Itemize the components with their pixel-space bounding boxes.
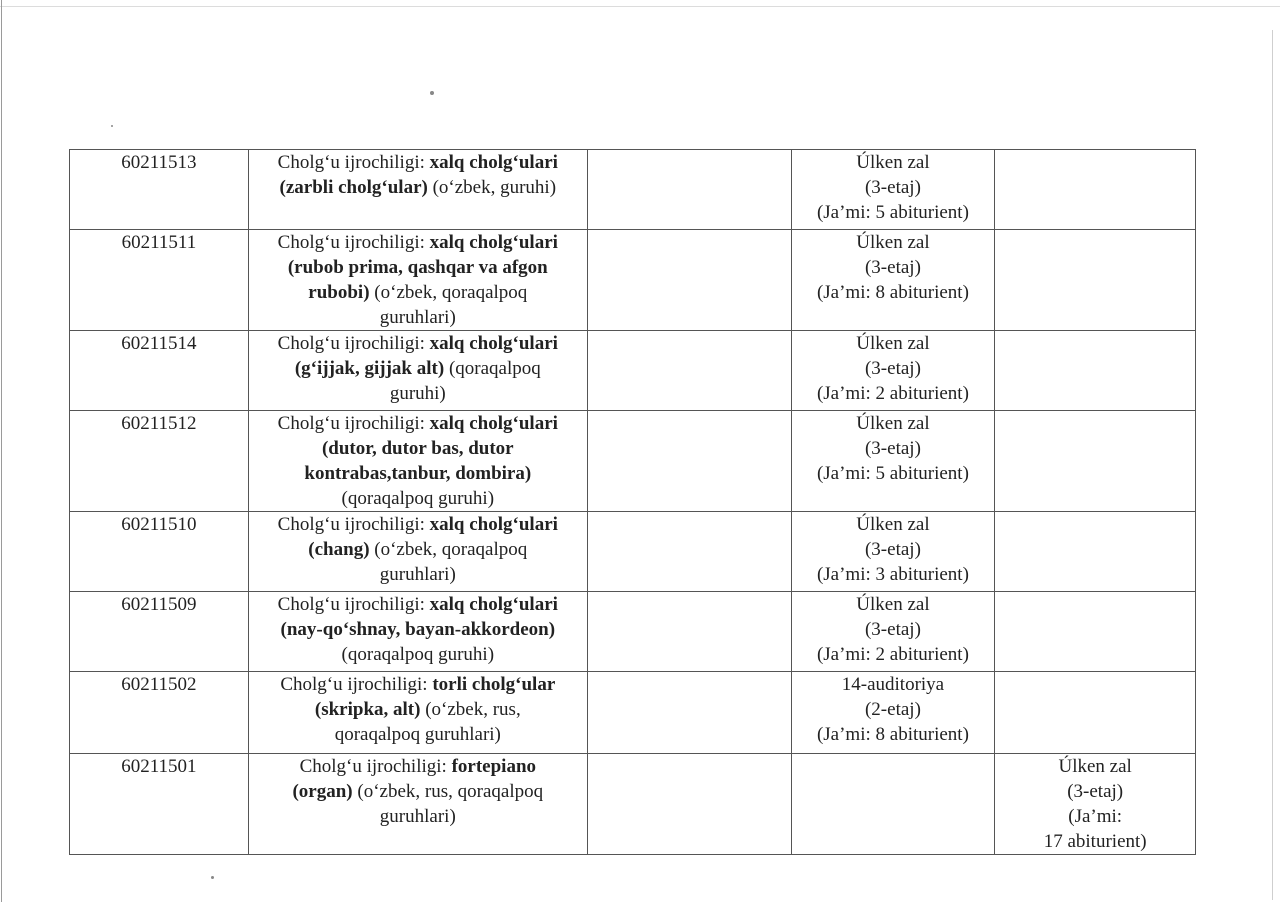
program-name-text: Cholg‘u ijrochiligi:: [277, 152, 430, 173]
program-name-bold-text: kontrabas,tanbur, dombira): [304, 463, 532, 484]
table-row: [70, 592, 1196, 672]
program-name-line: [253, 356, 583, 381]
empty-cell: [587, 754, 791, 855]
venue-cell: [995, 512, 1196, 592]
program-name-line: [253, 804, 583, 829]
venue-cell: [791, 230, 995, 331]
schedule-table-body: [70, 150, 1196, 855]
venue-line: (3-etaj): [1067, 781, 1124, 802]
program-name-cell: [248, 754, 587, 855]
empty-cell: [587, 331, 791, 411]
program-name-line: [253, 175, 583, 200]
program-name-text: guruhlari): [379, 564, 456, 585]
venue-line: (Ja’mi: 3 abiturient): [816, 564, 969, 585]
program-name-bold-text: (organ): [292, 781, 353, 802]
program-name-line: [253, 150, 583, 175]
venue-line: (Ja’mi: 8 abiturient): [816, 724, 969, 745]
venue-line: (2-etaj): [864, 699, 921, 720]
program-code-cell: 60211509: [70, 592, 249, 672]
venue-cell: [995, 230, 1196, 331]
program-name-bold-text: xalq cholg‘ulari: [429, 594, 558, 615]
table-row: [70, 411, 1196, 512]
program-name-text: guruhlari): [379, 806, 456, 827]
program-code-cell: 60211501: [70, 754, 249, 855]
program-code-cell: 60211514: [70, 331, 249, 411]
program-name-line: [253, 562, 583, 587]
venue-line: Úlken zal: [856, 594, 930, 615]
venue-cell: [995, 411, 1196, 512]
venue-cell: [995, 592, 1196, 672]
page-edge-right: [1272, 30, 1273, 900]
program-name-bold-text: (skripka, alt): [314, 699, 421, 720]
program-name-line: [253, 255, 583, 280]
table-row: [70, 331, 1196, 411]
venue-line: (Ja’mi: 5 abiturient): [816, 463, 969, 484]
empty-cell: [587, 512, 791, 592]
program-name-bold-text: (chang): [308, 539, 370, 560]
empty-cell: [587, 411, 791, 512]
program-name-bold-text: (rubob prima, qashqar va afgon: [287, 257, 548, 278]
program-name-line: [253, 697, 583, 722]
program-code-cell: 60211502: [70, 672, 249, 754]
program-name-text: (o‘zbek, rus,: [420, 699, 521, 720]
venue-cell: [791, 512, 995, 592]
program-name-line: [253, 722, 583, 747]
venue-line: (3-etaj): [864, 358, 921, 379]
program-name-text: (o‘zbek, qoraqalpoq: [369, 539, 528, 560]
program-name-line: [253, 305, 583, 330]
venue-cell: [791, 672, 995, 754]
venue-line: (3-etaj): [864, 539, 921, 560]
venue-cell: [791, 754, 995, 855]
scan-speck: [430, 91, 434, 95]
program-name-text: (o‘zbek, qoraqalpoq: [369, 282, 528, 303]
venue-line: (Ja’mi:: [1068, 806, 1123, 827]
venue-cell: [791, 331, 995, 411]
venue-cell: [791, 411, 995, 512]
program-name-cell: [248, 331, 587, 411]
venue-line: (Ja’mi: 2 abiturient): [816, 644, 969, 665]
program-name-line: [253, 512, 583, 537]
program-name-line: [253, 411, 583, 436]
program-name-text: Cholg‘u ijrochiligi:: [299, 756, 452, 777]
program-name-bold-text: torli cholg‘ular: [432, 674, 556, 695]
venue-line: (3-etaj): [864, 257, 921, 278]
venue-cell: [791, 592, 995, 672]
venue-line: Úlken zal: [856, 514, 930, 535]
program-name-bold-text: xalq cholg‘ulari: [429, 152, 558, 173]
program-name-text: Cholg‘u ijrochiligi:: [280, 674, 433, 695]
venue-cell: [995, 150, 1196, 230]
venue-line: (3-etaj): [864, 177, 921, 198]
program-name-line: [253, 331, 583, 356]
program-name-cell: [248, 512, 587, 592]
program-name-line: [253, 461, 583, 486]
program-name-line: [253, 779, 583, 804]
program-name-bold-text: fortepiano: [451, 756, 537, 777]
table-row: [70, 512, 1196, 592]
program-name-text: (o‘zbek, guruhi): [427, 177, 557, 198]
program-name-line: [253, 230, 583, 255]
program-name-text: Cholg‘u ijrochiligi:: [277, 514, 430, 535]
venue-line: Úlken zal: [1058, 756, 1132, 777]
program-name-line: [253, 754, 583, 779]
table-row: [70, 150, 1196, 230]
program-name-text: Cholg‘u ijrochiligi:: [277, 413, 430, 434]
venue-line: 14-auditoriya: [841, 674, 945, 695]
empty-cell: [587, 230, 791, 331]
program-name-line: [253, 672, 583, 697]
program-name-line: [253, 537, 583, 562]
program-name-text: Cholg‘u ijrochiligi:: [277, 333, 430, 354]
scan-speck: [111, 125, 113, 127]
program-name-text: Cholg‘u ijrochiligi:: [277, 232, 430, 253]
program-name-text: guruhi): [389, 383, 446, 404]
venue-cell: [791, 150, 995, 230]
venue-line: 17 abiturient): [1043, 831, 1147, 852]
venue-cell: [995, 331, 1196, 411]
empty-cell: [587, 592, 791, 672]
program-name-line: [253, 617, 583, 642]
program-name-text: (qoraqalpoq guruhi): [341, 488, 495, 509]
program-name-line: [253, 436, 583, 461]
program-name-bold-text: xalq cholg‘ulari: [429, 333, 558, 354]
table-row: [70, 230, 1196, 331]
program-name-cell: [248, 592, 587, 672]
program-name-bold-text: (zarbli cholg‘ular): [279, 177, 428, 198]
table-row: [70, 754, 1196, 855]
venue-line: Úlken zal: [856, 152, 930, 173]
program-name-bold-text: xalq cholg‘ulari: [429, 413, 558, 434]
program-code-cell: 60211512: [70, 411, 249, 512]
venue-line: (Ja’mi: 8 abiturient): [816, 282, 969, 303]
program-name-cell: [248, 150, 587, 230]
venue-line: (Ja’mi: 5 abiturient): [816, 202, 969, 223]
program-name-bold-text: (g‘ijjak, gijjak alt): [294, 358, 445, 379]
program-name-cell: [248, 411, 587, 512]
program-name-bold-text: (dutor, dutor bas, dutor: [321, 438, 514, 459]
venue-line: (Ja’mi: 2 abiturient): [816, 383, 969, 404]
program-name-cell: [248, 672, 587, 754]
program-name-line: [253, 280, 583, 305]
program-name-text: (o‘zbek, rus, qoraqalpoq: [352, 781, 544, 802]
venue-line: (3-etaj): [864, 438, 921, 459]
program-code-cell: 60211513: [70, 150, 249, 230]
program-name-text: guruhlari): [379, 307, 456, 328]
program-name-line: [253, 592, 583, 617]
program-code-cell: 60211510: [70, 512, 249, 592]
program-name-line: [253, 642, 583, 667]
page-edge-top: [0, 6, 1280, 7]
program-name-bold-text: rubobi): [308, 282, 370, 303]
program-name-text: Cholg‘u ijrochiligi:: [277, 594, 430, 615]
scan-speck: [211, 876, 214, 879]
venue-cell: [995, 754, 1196, 855]
venue-line: Úlken zal: [856, 232, 930, 253]
program-name-bold-text: xalq cholg‘ulari: [429, 514, 558, 535]
program-name-text: qoraqalpoq guruhlari): [334, 724, 501, 745]
program-name-text: (qoraqalpoq: [444, 358, 541, 379]
program-name-text: (qoraqalpoq guruhi): [341, 644, 495, 665]
schedule-table: [69, 149, 1196, 855]
venue-line: Úlken zal: [856, 413, 930, 434]
empty-cell: [587, 150, 791, 230]
program-name-bold-text: (nay-qo‘shnay, bayan-akkordeon): [280, 619, 556, 640]
table-row: [70, 672, 1196, 754]
empty-cell: [587, 672, 791, 754]
page-edge-left: [1, 0, 2, 902]
program-name-bold-text: xalq cholg‘ulari: [429, 232, 558, 253]
venue-cell: [995, 672, 1196, 754]
program-name-line: [253, 486, 583, 511]
program-name-cell: [248, 230, 587, 331]
program-code-cell: 60211511: [70, 230, 249, 331]
venue-line: (3-etaj): [864, 619, 921, 640]
program-name-line: [253, 381, 583, 406]
venue-line: Úlken zal: [856, 333, 930, 354]
